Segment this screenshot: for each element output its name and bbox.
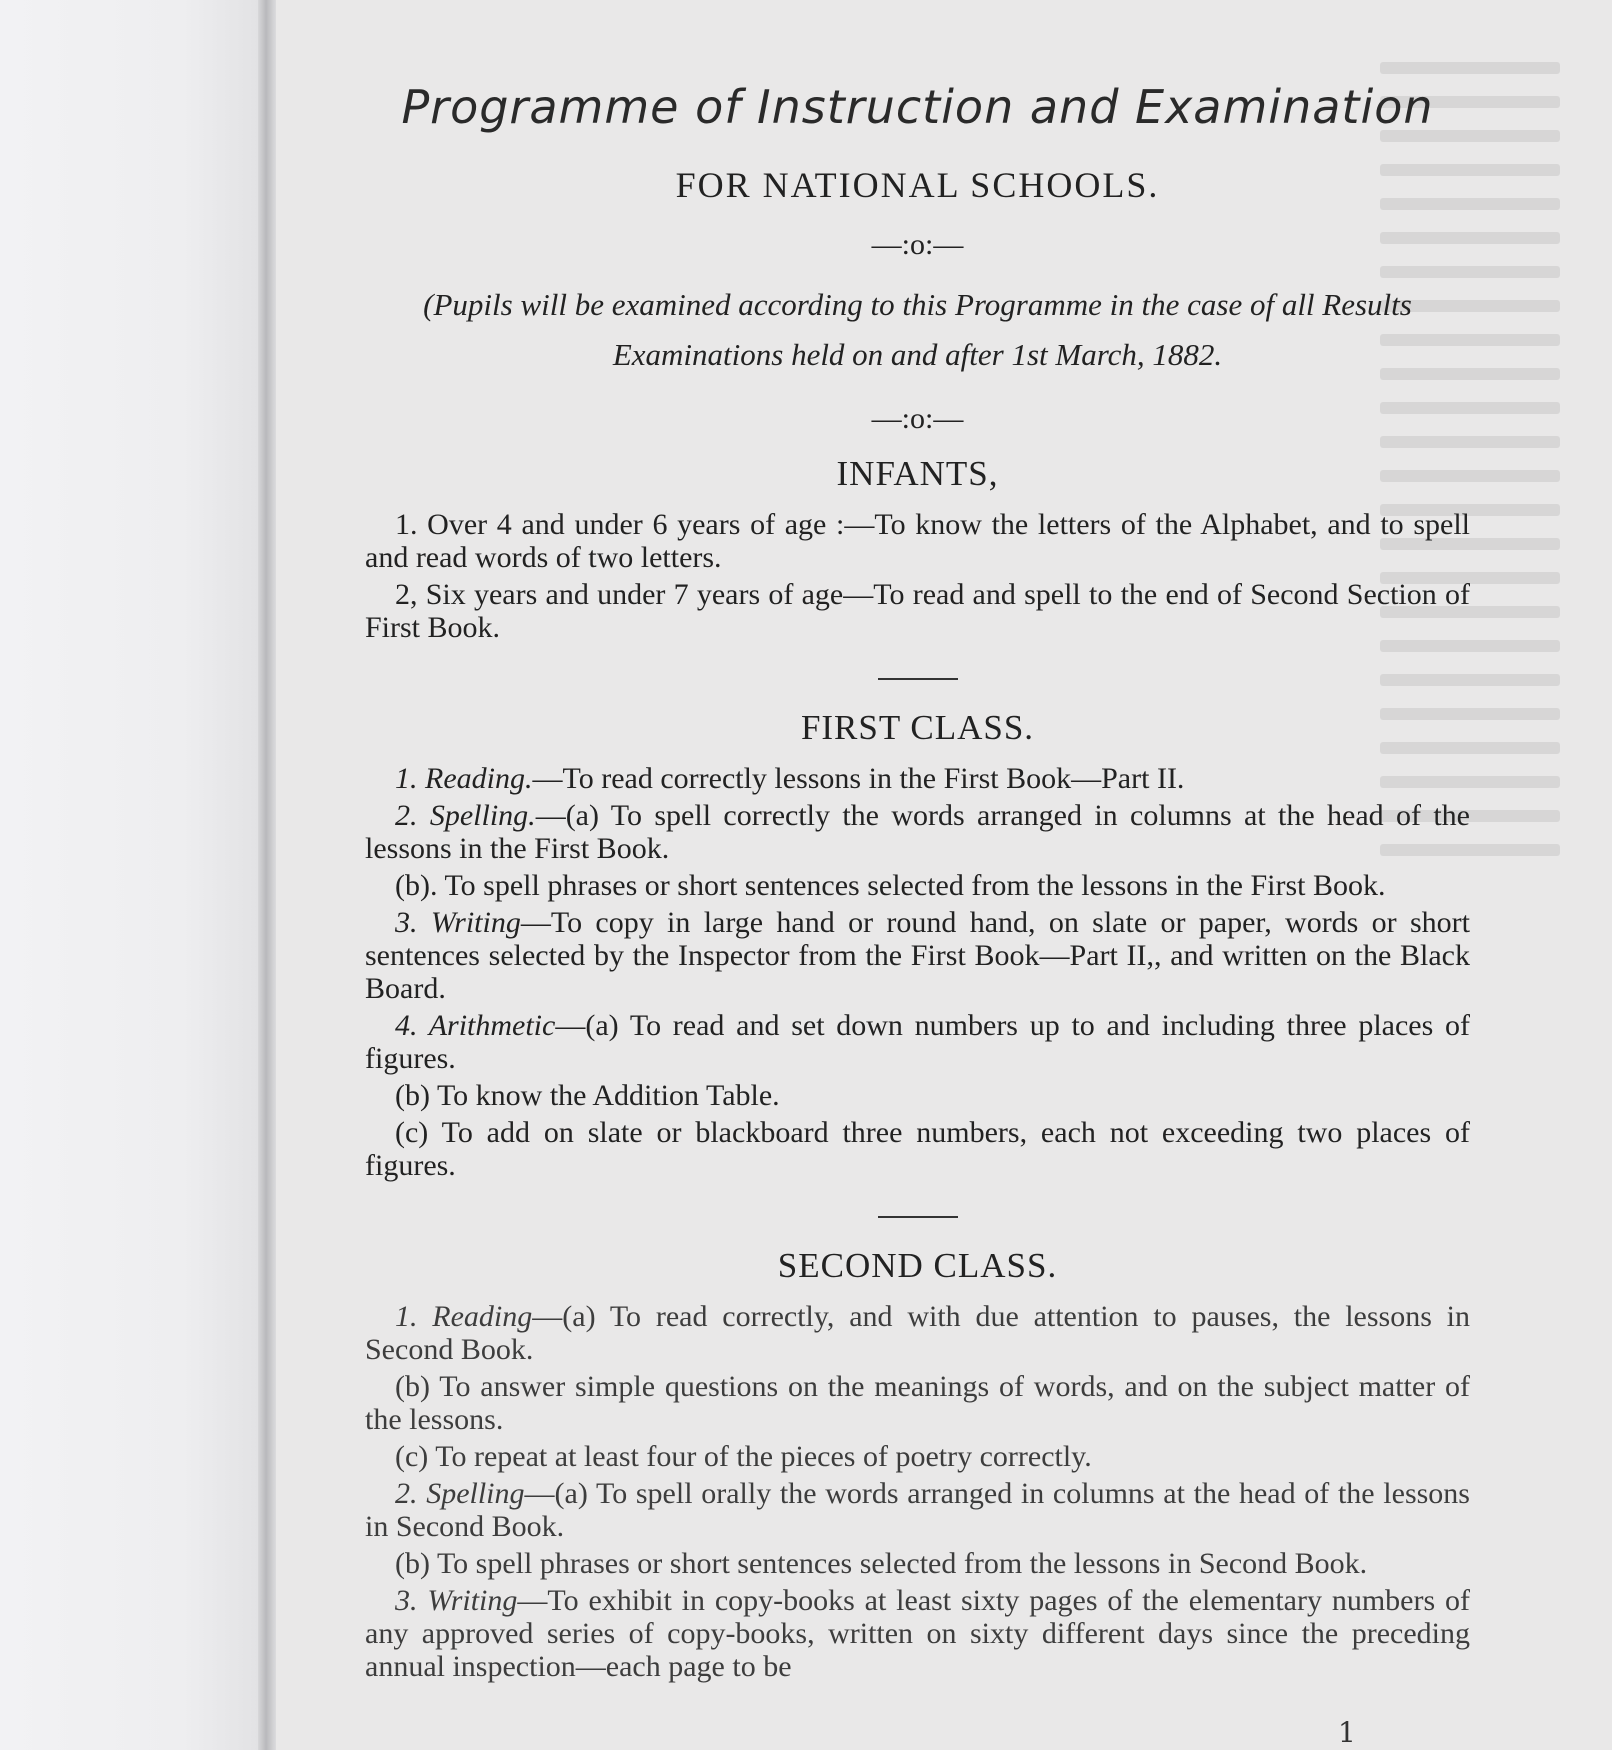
paragraph: 2. Spelling.—(a) To spell correctly the words arranged in columns at the head of the lessons in the First Book. xyxy=(365,799,1471,865)
page-subtitle: FOR NATIONAL SCHOOLS. xyxy=(675,165,1160,205)
separator: —:o:— xyxy=(871,228,964,261)
paragraph: 1. Reading.—To read correctly lessons in the First Book—Part II. xyxy=(395,762,1185,795)
paragraph: (c) To add on slate or blackboard three numbers, each not exceeding two places of figures. xyxy=(365,1116,1470,1182)
paragraph: (b) To spell phrases or short sentences selected from the lessons in Second Book. xyxy=(395,1547,1368,1580)
paragraph: 2, Six years and under 7 years of age—To read and spell to the end of Second Section of First Book. xyxy=(365,578,1470,644)
separator: —:o:— xyxy=(871,402,964,435)
section-divider xyxy=(878,678,958,680)
page-number: 1 xyxy=(1338,1716,1356,1749)
section-title-second-class: SECOND CLASS. xyxy=(777,1246,1058,1285)
section-title-infants: INFANTS, xyxy=(836,454,999,493)
paragraph: 2. Spelling—(a) To spell orally the words arranged in columns at the head of the lessons in Second Book. xyxy=(365,1477,1470,1543)
paragraph: (b). To spell phrases or short sentences selected from the lessons in the First Book. xyxy=(395,869,1386,902)
paragraph: 1. Over 4 and under 6 years of age :—To know the letters of the Alphabet, and to spell and read words of two letters. xyxy=(365,508,1470,574)
paragraph: 3. Writing—To exhibit in copy-books at least sixty pages of the elementary numbers of any approved series of copy-books, written on sixty different days since the preceding annual inspection—each page to be xyxy=(365,1584,1470,1683)
paragraph: (b) To answer simple questions on the meanings of words, and on the subject matter of the lessons. xyxy=(365,1370,1470,1436)
left-page xyxy=(0,0,260,1750)
section-title-first-class: FIRST CLASS. xyxy=(800,708,1035,747)
page-title: Programme of Instruction and Examination xyxy=(401,80,1434,134)
paragraph: 3. Writing—To copy in large hand or round hand, on slate or paper, words or short sentences selected by the Inspector from the First Book—Part II,, and written on the Black Board. xyxy=(365,906,1470,1005)
paragraph: 4. Arithmetic—(a) To read and set down numbers up to and including three places of figures. xyxy=(365,1009,1471,1075)
section-divider xyxy=(878,1216,958,1218)
paragraph: 1. Reading—(a) To read correctly, and with due attention to pauses, the lessons in Second Book. xyxy=(365,1300,1470,1366)
paragraph: (b) To know the Addition Table. xyxy=(395,1079,780,1112)
book-gutter xyxy=(258,0,276,1750)
page-content xyxy=(365,60,1470,1687)
examination-note: (Pupils will be examined according to this Programme in the case of all Results Examinations held on and after 1st March, 1882. xyxy=(423,287,1412,372)
paragraph: (c) To repeat at least four of the pieces of poetry correctly. xyxy=(395,1440,1092,1473)
